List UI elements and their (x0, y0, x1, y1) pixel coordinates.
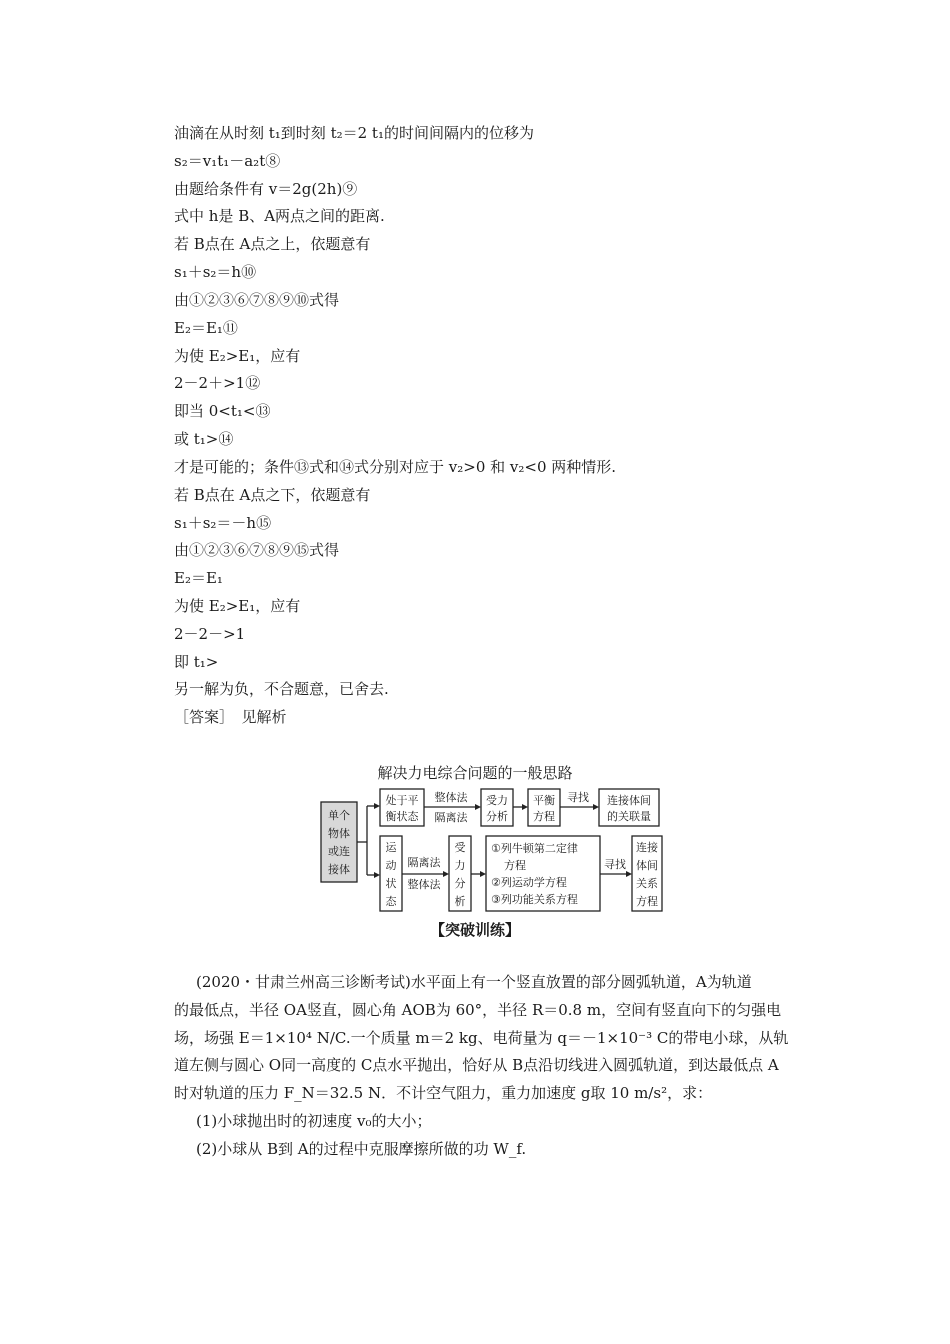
arrow-head (593, 804, 599, 810)
top-force-text: 受力 (486, 794, 508, 807)
bottom-result-text: 连接 (636, 841, 658, 854)
top-force-text: 分析 (486, 810, 508, 823)
arrow-head (374, 803, 380, 809)
arrow-head (480, 871, 486, 877)
top-find-text: 寻找 (567, 791, 589, 804)
problem-line: (2020・甘肃兰州高三诊断考试)水平面上有一个竖直放置的部分圆弧轨道，A为轨道 (196, 973, 752, 991)
solution-line: 2－2＋>1⑫ (174, 374, 261, 392)
question-line: (2)小球从 B到 A的过程中克服摩擦所做的功 W_f. (196, 1140, 527, 1158)
top-result-text: 的关联量 (607, 810, 651, 823)
bottom-state-text: 动 (385, 859, 397, 872)
arrow-head (626, 871, 632, 877)
answer-line: ［答案］ 见解析 (174, 708, 287, 726)
bottom-equation-text: ③列功能关系方程 (491, 893, 578, 906)
bottom-force-text: 受 (454, 841, 466, 854)
start-text: 接体 (328, 863, 350, 876)
top-state-text: 处于平 (385, 794, 419, 807)
solution-line: 即当 0<t₁<⑬ (174, 402, 271, 420)
start-text: 物体 (328, 827, 350, 840)
solution-line: 另一解为负，不合题意，已舍去. (174, 680, 389, 698)
arrow-head (475, 804, 481, 810)
problem-line: 的最低点，半径 OA竖直，圆心角 AOB为 60°，半径 R＝0.8 m，空间有竖直向下的匀强电 (174, 1001, 782, 1019)
bottom-equation-text: 方程 (504, 859, 526, 872)
solution-line: E₂＝E₁ (174, 569, 223, 587)
solution-line: 才是可能的；条件⑬式和⑭式分别对应于 v₂>0 和 v₂<0 两种情形. (174, 458, 617, 476)
bottom-force-text: 分 (454, 877, 466, 890)
bottom-result-text: 体间 (636, 859, 658, 872)
solution-line: 或 t₁>⑭ (174, 430, 234, 448)
bottom-equation-text: ①列牛顿第二定律 (491, 842, 578, 855)
problem-line: 场，场强 E＝1×10⁴ N/C.一个质量 m＝2 kg、电荷量为 q＝－1×10⁻³ C的带电小球，从轨 (174, 1029, 789, 1047)
solution-line: E₂＝E₁⑪ (174, 319, 238, 337)
top-balance-text: 方程 (533, 810, 555, 823)
bottom-state-text: 运 (385, 841, 397, 854)
solution-line: 为使 E₂>E₁，应有 (174, 597, 301, 615)
solution-line: 油滴在从时刻 t₁到时刻 t₂＝2 t₁的时间间隔内的位移为 (174, 124, 534, 142)
start-text: 或连 (328, 845, 350, 858)
solution-line: 若 B点在 A点之下，依题意有 (174, 486, 371, 504)
arrow-head (443, 871, 449, 877)
solution-line: 为使 E₂>E₁，应有 (174, 347, 301, 365)
section-title: 【突破训练】 (429, 921, 520, 939)
bottom-result-text: 方程 (636, 895, 658, 908)
bottom-state-text: 状 (385, 877, 397, 890)
start-text: 单个 (328, 809, 350, 822)
solution-line: s₁＋s₂＝h⑩ (174, 263, 257, 281)
solution-line: s₁＋s₂＝－h⑮ (174, 514, 272, 532)
top-state-text: 衡状态 (385, 810, 419, 823)
question-line: (1)小球抛出时的初速度 v₀的大小； (196, 1112, 432, 1130)
diagram-title: 解决力电综合问题的一般思路 (377, 764, 573, 782)
top-result-text: 连接体间 (607, 794, 651, 807)
flow-diagram (0, 785, 950, 915)
bottom-method-text: 整体法 (407, 878, 441, 891)
solution-line: 由①②③⑥⑦⑧⑨⑩式得 (174, 291, 340, 309)
top-method-text: 隔离法 (434, 811, 468, 824)
bottom-state-text: 态 (385, 895, 397, 908)
solution-line: s₂＝v₁t₁－a₂t⑧ (174, 152, 281, 170)
solution-line: 若 B点在 A点之上，依题意有 (174, 235, 371, 253)
solution-line: 即 t₁> (174, 653, 219, 671)
top-balance-text: 平衡 (533, 794, 555, 807)
bottom-force-text: 力 (454, 859, 466, 872)
solution-line: 式中 h是 B、A两点之间的距离. (174, 207, 385, 225)
solution-line: 2－2－>1 (174, 625, 246, 643)
bottom-find-text: 寻找 (604, 858, 626, 871)
arrow-head (522, 804, 528, 810)
problem-line: 时对轨道的压力 F_N＝32.5 N．不计空气阻力，重力加速度 g取 10 m/s²，求： (174, 1084, 713, 1102)
bottom-force-text: 析 (454, 895, 466, 908)
bottom-method-text: 隔离法 (407, 856, 441, 869)
top-method-text: 整体法 (434, 791, 468, 804)
bottom-equation-text: ②列运动学方程 (491, 876, 567, 889)
solution-line: 由①②③⑥⑦⑧⑨⑮式得 (174, 541, 340, 559)
bottom-result-text: 关系 (636, 877, 658, 890)
solution-line: 由题给条件有 v＝2g(2h)⑨ (174, 180, 358, 198)
problem-line: 道左侧与圆心 O同一高度的 C点水平抛出，恰好从 B点沿切线进入圆弧轨道，到达最低点 A (174, 1056, 779, 1074)
arrow-head (374, 872, 380, 878)
